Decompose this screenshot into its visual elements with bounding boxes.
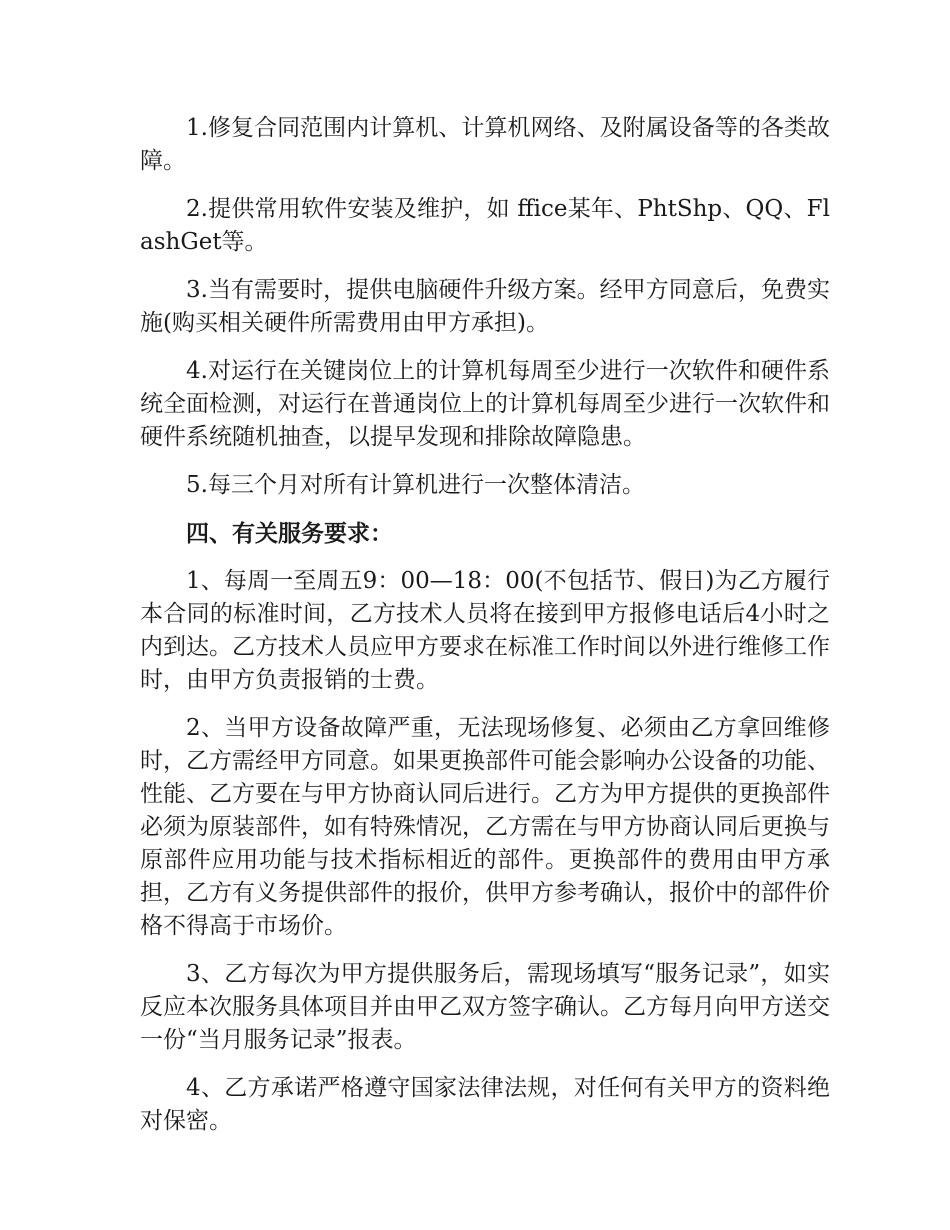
section-heading: 四、有关服务要求： <box>186 520 393 547</box>
paragraph-item-5: 5.每三个月对所有计算机进行一次整体清洁。 <box>186 472 645 498</box>
document-page <box>140 112 830 1153</box>
requirement-item-3: 3、乙方每次为甲方提供服务后，需现场填写“服务记录”，如实反应本次服务具体项目并由甲乙双方签字确认。乙方每月向甲方送交一份“当月服务记录”报表。 <box>140 961 830 1053</box>
requirement-item-2: 2、当甲方设备故障严重，无法现场修复、必须由乙方拿回维修时，乙方需经甲方同意。如果更换部件可能会影响办公设备的功能、性能、乙方要在与甲方协商认同后进行。乙方为甲方提供的更换部件必须为原装部件，如有特殊情况，乙方需在与甲方协商认同后更换与原部件应用功能与技术指标相近的部件。更换部件的费用由甲方承担，乙方有义务提供部件的报价，供甲方参考确认，报价中的部件价格不得高于市场价。 <box>140 715 830 939</box>
paragraph-item-4: 4.对运行在关键岗位上的计算机每周至少进行一次软件和硬件系统全面检测，对运行在普通岗位上的计算机每周至少进行一次软件和硬件系统随机抽查，以提早发现和排除故障隐患。 <box>140 358 830 450</box>
requirement-item-1: 1、每周一至周五9：00—18：00(不包括节、假日)为乙方履行本合同的标准时间，乙方技术人员将在接到甲方报修电话后4小时之内到达。乙方技术人员应甲方要求在标准工作时间以外进行维修工作时，由甲方负责报销的士费。 <box>140 568 830 693</box>
paragraph-item-1: 1.修复合同范围内计算机、计算机网络、及附属设备等的各类故障。 <box>140 115 830 174</box>
paragraph-item-2: 2.提供常用软件安装及维护，如 ffice某年、PhtShp、QQ、FlashGet等。 <box>140 196 830 255</box>
paragraph-item-3: 3.当有需要时，提供电脑硬件升级方案。经甲方同意后，免费实施(购买相关硬件所需费用由甲方承担)。 <box>140 277 830 336</box>
requirement-item-4: 4、乙方承诺严格遵守国家法律法规，对任何有关甲方的资料绝对保密。 <box>140 1075 830 1134</box>
